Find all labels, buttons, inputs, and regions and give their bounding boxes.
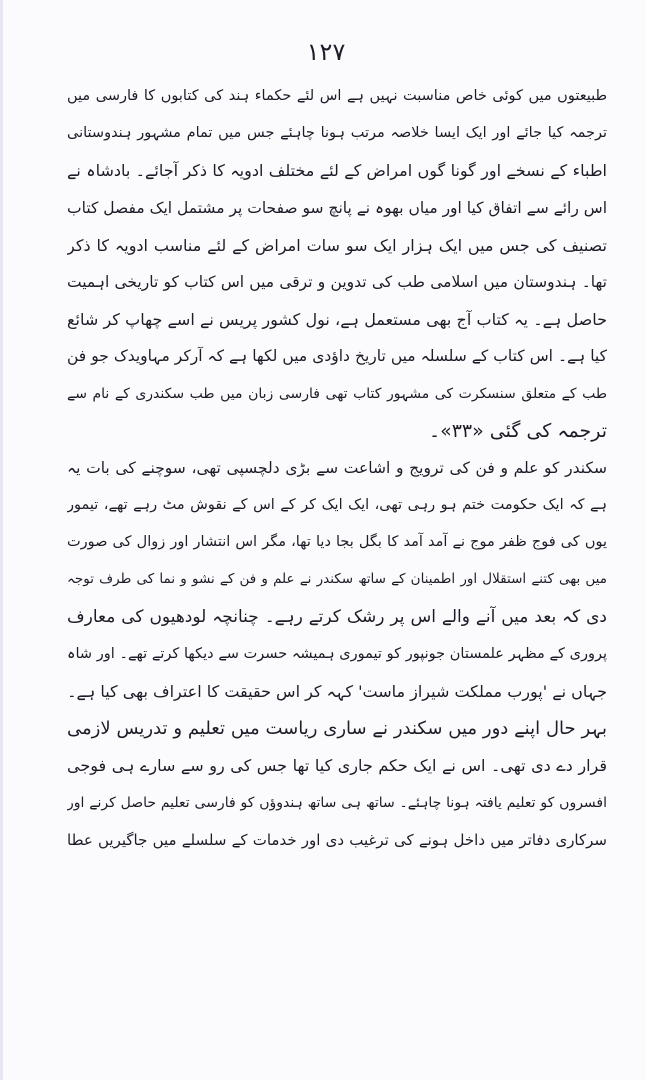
text-line: میں بھی کتنے استقلال اور اطمینان کے ساتھ سکندر نے علم و فن کے نشو و نما کی طرف توجہ (67, 571, 607, 588)
text-line: تھا۔ ہندوستان میں اسلامی طب کی تدوین و ترقی میں اس کتاب کو تاریخی اہمیت (67, 272, 607, 291)
text-line: حاصل ہے۔ یہ کتاب آج بھی مستعمل ہے، نول کشور پریس نے اسے چھاپ کر شائع (67, 310, 607, 330)
text-line: دی کہ بعد میں آنے والے اس پر رشک کرتے رہے۔ چنانچہ لودھیوں کی معارف (67, 606, 607, 627)
body-text (67, 78, 607, 859)
text-line: سرکاری دفاتر میں داخل ہونے کی ترغیب دی اور خدمات کے سلسلے میں جاگیریں عطا (67, 830, 607, 849)
text-line: پروری کے مظہر علمستان جونپور کو تیموری ہمیشہ حسرت سے دیکھا کرتے تھے۔ اور شاہ (67, 645, 607, 662)
text-line: کیا ہے۔ اس کتاب کے سلسلہ میں تاریخ داؤدی میں لکھا ہے کہ آرکر مہاویدک جو فن (67, 347, 607, 366)
text-line: اس رائے سے اتفاق کیا اور میاں بھوہ نے پانچ سو صفحات پر مشتمل ایک مفصل کتاب (67, 198, 607, 217)
page-number: ١٢٧ (306, 38, 346, 66)
text-line: سکندر کو علم و فن کی ترویج و اشاعت سے بڑی دلچسپی تھی، سوچنے کی بات یہ (67, 458, 607, 477)
text-line: طب کے متعلق سنسکرت کی مشہور کتاب تھی فارسی زبان میں طب سکندری کے نام سے (67, 385, 607, 402)
text-line: ہے کہ ایک حکومت ختم ہو رہی تھی، ایک ایک کر کے اس کے نقوش مٹ رہے تھے، تیمور (67, 497, 607, 514)
text-line: ترجمہ کی گئی «۳۳»۔ (428, 419, 607, 442)
text-line: طبیعتوں میں کوئی خاص مناسبت نہیں ہے اس لئے حکماء ہند کی کتابوں کا فارسی میں (67, 88, 607, 104)
text-line: ترجمہ کیا جائے اور ایک ایسا خلاصہ مرتب ہونا چاہئے جس میں تمام مشہور ہندوستانی (67, 125, 607, 142)
text-line: جہاں نے 'پورب مملکت شیراز ماست' کہہ کر اس حقیقت کا اعتراف بھی کیا ہے۔ (67, 682, 607, 701)
text-line: قرار دے دی تھی۔ اس نے ایک حکم جاری کیا تھا جس کی رو سے سارے ہی فوجی (67, 756, 607, 776)
text-line: تصنیف کی جس میں ایک ہزار ایک سو سات امراض کے لئے مناسب ادویہ کا ذکر (67, 235, 607, 255)
text-line: افسروں کو تعلیم یافتہ ہونا چاہئے۔ ساتھ ہی ساتھ ہندوؤں کو فارسی تعلیم حاصل کرنے اور (67, 794, 607, 811)
text-line: اطباء کے نسخے اور گونا گوں امراض کے لئے مختلف ادویہ کا ذکر آجائے۔ بادشاہ نے (67, 161, 607, 181)
text-line: بہر حال اپنے دور میں سکندر نے ساری ریاست میں تعلیم و تدریس لازمی (67, 718, 607, 740)
text-line: یوں کی فوج ظفر موج نے آمد آمد کا بگل بجا دیا تھا، مگر اس انتشار اور زوال کی صورت (67, 534, 607, 551)
